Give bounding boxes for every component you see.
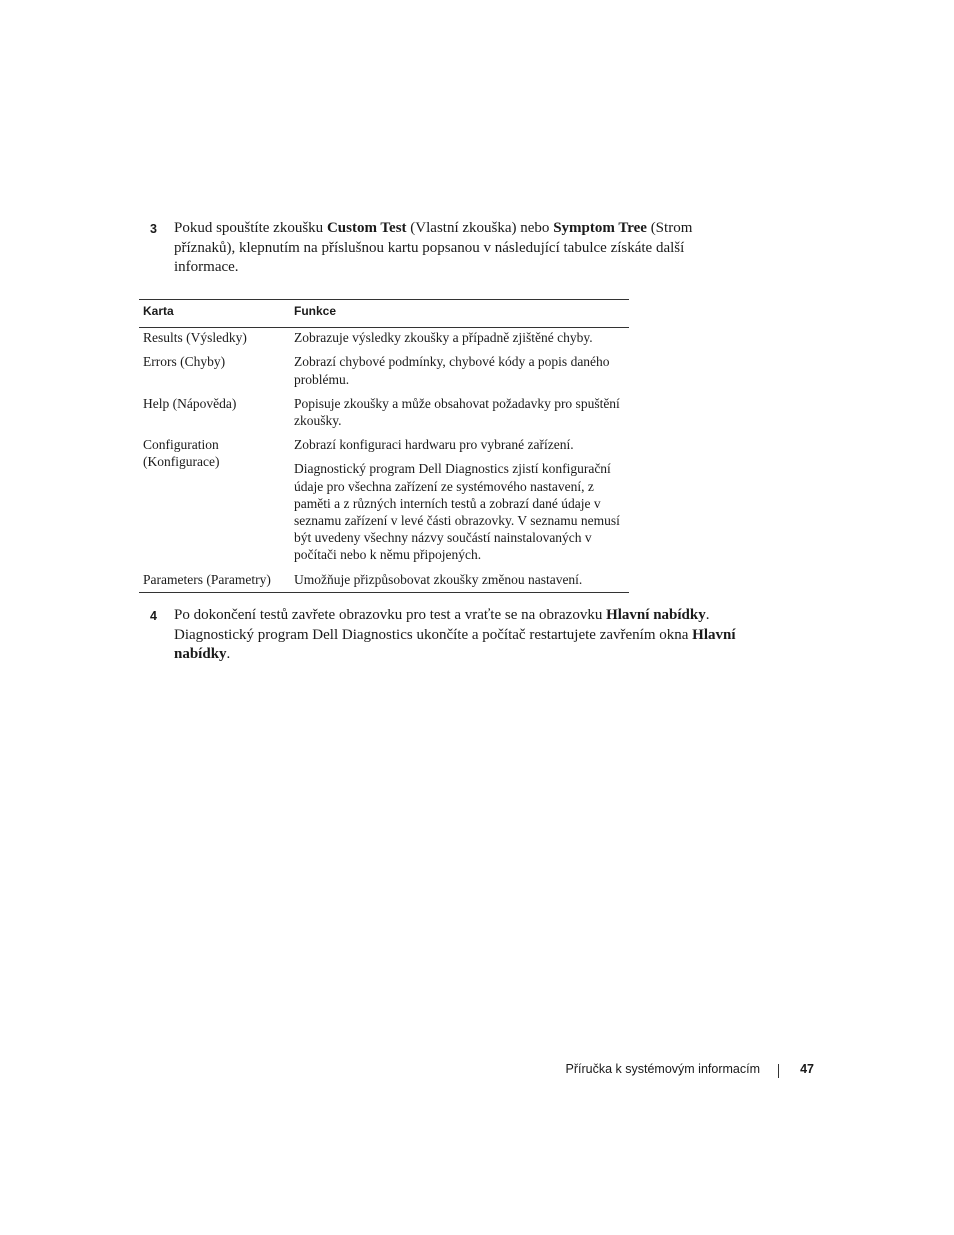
custom-test-term: Custom Test: [326, 220, 407, 236]
main-menu-term: Hlavní nabídky: [606, 607, 706, 623]
step-number: 3: [150, 222, 157, 236]
table-row: [139, 346, 629, 387]
step-text: [174, 606, 770, 665]
symptom-tree-term: Symptom Tree: [553, 220, 647, 236]
table-row: [139, 429, 629, 563]
tab-function: [290, 346, 629, 387]
tab-function: [290, 564, 629, 593]
footer-title: Příručka k systémovým informacím: [565, 1062, 760, 1076]
tab-name: Parameters (Parametry): [139, 564, 290, 593]
tab-function: [290, 388, 629, 429]
table-header-row: [139, 300, 629, 328]
tab-function: [290, 328, 629, 347]
table-row: [139, 564, 629, 593]
step-number: 4: [150, 609, 157, 623]
table-row: [139, 388, 629, 429]
main-menu-term: Hlavní nabídky: [174, 626, 736, 662]
step-text-part: (Strom příznaků), klepnutím na příslušnou kartu popsanou v následující tabulce získáte další informace.: [174, 220, 693, 275]
tab-name: Configuration (Konfigurace): [143, 437, 220, 470]
step-text: [174, 219, 720, 278]
function-text: Umožňuje přizpůsobovat zkoušky změnou nastavení.: [294, 571, 583, 587]
function-text: Popisuje zkoušky a může obsahovat požadavky pro spuštění zkoušky.: [294, 395, 620, 429]
tab-name: Results (Výsledky): [143, 330, 247, 346]
tab-function: [290, 429, 629, 563]
function-text: Zobrazí chybové podmínky, chybové kódy a popis daného problému.: [294, 354, 610, 387]
step-3: [150, 219, 720, 278]
step-text-part: Po dokončení testů zavřete obrazovku pro test a vraťte se na obrazovku: [174, 607, 607, 623]
function-text: Diagnostický program Dell Diagnostics zjistí konfigurační údaje pro všechna zařízení ze systémového nastavení, z paměti a z různých interních testů a zobrazí dané údaje v seznamu zařízení v levé části obrazovky. V seznamu nemusí být uvedeny všechny názvy součástí nainstalovaných v počítači nebo k němu připojených.: [294, 461, 620, 563]
table-row: [139, 328, 629, 347]
tab-name: Errors (Chyby): [143, 354, 226, 370]
step-text-part: Pokud spouštíte zkoušku: [174, 220, 327, 236]
step-text-part: .: [226, 646, 231, 662]
step-4: [150, 606, 770, 665]
tab-name: Help (Nápověda): [143, 395, 237, 411]
page-number: 47: [800, 1062, 814, 1076]
footer-divider: [778, 1064, 779, 1078]
step-text-part: . Diagnostický program Dell Diagnostics ukončíte a počítač restartujete zavřením okna: [174, 607, 710, 643]
column-header-karta: Karta: [139, 300, 290, 328]
function-text: Zobrazuje výsledky zkoušky a případně zjištěné chyby.: [294, 330, 593, 346]
function-text: Zobrazí konfiguraci hardwaru pro vybrané zařízení.: [294, 437, 574, 453]
column-header-funkce: Funkce: [290, 300, 629, 328]
step-text-part: (Vlastní zkouška) nebo: [406, 220, 554, 236]
tabs-table: [139, 299, 629, 593]
